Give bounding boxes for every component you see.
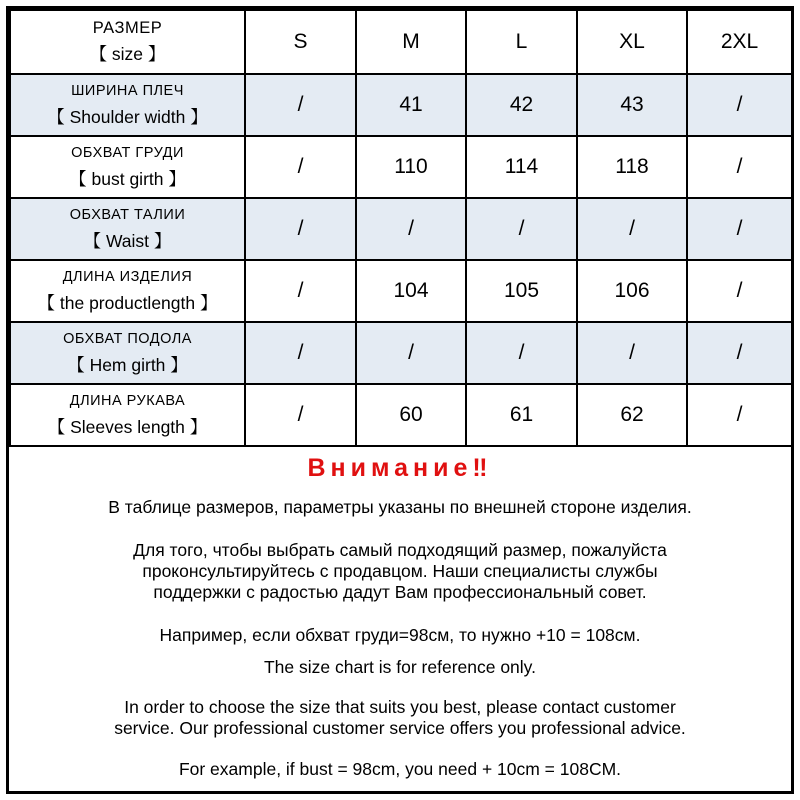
table-cell: /: [577, 198, 687, 260]
table-cell: /: [245, 198, 356, 260]
notice-en-para2-l1: In order to choose the size that suits you best, please contact customer: [124, 697, 676, 717]
table-cell: /: [577, 322, 687, 384]
row-label-en: 【 Shoulder width 】: [47, 107, 208, 127]
table-cell: /: [687, 74, 792, 136]
row-label: [10, 260, 245, 322]
size-header-ru: РАЗМЕР: [92, 19, 163, 37]
notice-en-para2-l2: service. Our professional customer service offers you professional advice.: [114, 718, 686, 738]
row-label-ru: ШИРИНА ПЛЕЧ: [71, 83, 184, 99]
size-col-l: L: [466, 10, 577, 74]
size-header-en: 【 size 】: [89, 44, 166, 64]
size-header-row: [10, 10, 792, 74]
table-cell: 62: [577, 384, 687, 446]
table-cell: 43: [577, 74, 687, 136]
table-cell: /: [245, 322, 356, 384]
table-cell: /: [245, 74, 356, 136]
row-label-ru: ОБХВАТ ГРУДИ: [71, 145, 184, 161]
row-label: [10, 322, 245, 384]
table-cell: 114: [466, 136, 577, 198]
table-cell: 41: [356, 74, 466, 136]
table-cell: 60: [356, 384, 466, 446]
row-label-ru: ОБХВАТ ТАЛИИ: [69, 207, 186, 223]
notice-en-example: For example, if bust = 98cm, you need + 10cm = 108CM.: [178, 759, 622, 779]
size-col-m: M: [356, 10, 466, 74]
table-cell: /: [687, 322, 792, 384]
table-cell: /: [356, 322, 466, 384]
table-cell: /: [356, 198, 466, 260]
table-cell: 110: [356, 136, 466, 198]
table-cell: 61: [466, 384, 577, 446]
table-row-sleeves-length: [10, 384, 792, 446]
notice-ru-para2-l3: поддержки с радостью дадут Вам профессиональный совет.: [153, 582, 647, 602]
table-cell: /: [687, 136, 792, 198]
table-cell: /: [466, 198, 577, 260]
row-label: [10, 198, 245, 260]
table-cell: 104: [356, 260, 466, 322]
row-label: [10, 136, 245, 198]
row-label-ru: ОБХВАТ ПОДОЛА: [63, 331, 192, 347]
row-label: [10, 74, 245, 136]
table-cell: /: [245, 260, 356, 322]
row-label-ru: ДЛИНА ИЗДЕЛИЯ: [62, 269, 193, 285]
table-cell: /: [687, 260, 792, 322]
size-col-2xl: 2XL: [687, 10, 792, 74]
size-col-s: S: [245, 10, 356, 74]
row-label-en: 【 Hem girth 】: [67, 355, 188, 375]
table-row-shoulder-width: [10, 74, 792, 136]
notice-en-line1: The size chart is for reference only.: [263, 657, 536, 677]
table-cell: 42: [466, 74, 577, 136]
size-header-label: [10, 10, 245, 74]
row-label-en: 【 Sleeves length 】: [47, 417, 208, 437]
notice-ru-para2-l2: проконсультируйтесь с продавцом. Наши специалисты службы: [142, 561, 658, 581]
row-label-en: 【 Waist 】: [83, 231, 172, 251]
row-label-ru: ДЛИНА РУКАВА: [69, 393, 186, 409]
size-table: [9, 9, 793, 447]
notice-ru-line1: В таблице размеров, параметры указаны по внешней стороне изделия.: [108, 497, 692, 517]
row-label-en: 【 bust girth 】: [69, 169, 186, 189]
notice-ru-example: Например, если обхват груди=98см, то нужно +10 = 108см.: [159, 625, 641, 645]
row-label: [10, 384, 245, 446]
table-cell: /: [687, 198, 792, 260]
table-row-product-length: [10, 260, 792, 322]
table-cell: 105: [466, 260, 577, 322]
table-cell: /: [245, 136, 356, 198]
size-col-xl: XL: [577, 10, 687, 74]
table-cell: /: [466, 322, 577, 384]
table-row-hem-girth: [10, 322, 792, 384]
table-row-bust-girth: [10, 136, 792, 198]
notice-ru-para2-l1: Для того, чтобы выбрать самый подходящий размер, пожалуйста: [133, 540, 667, 560]
table-row-waist: [10, 198, 792, 260]
row-label-en: 【 the productlength 】: [37, 293, 218, 313]
attention-heading: Внимание‼: [307, 454, 493, 482]
table-cell: /: [687, 384, 792, 446]
table-cell: 106: [577, 260, 687, 322]
table-cell: 118: [577, 136, 687, 198]
table-cell: /: [245, 384, 356, 446]
